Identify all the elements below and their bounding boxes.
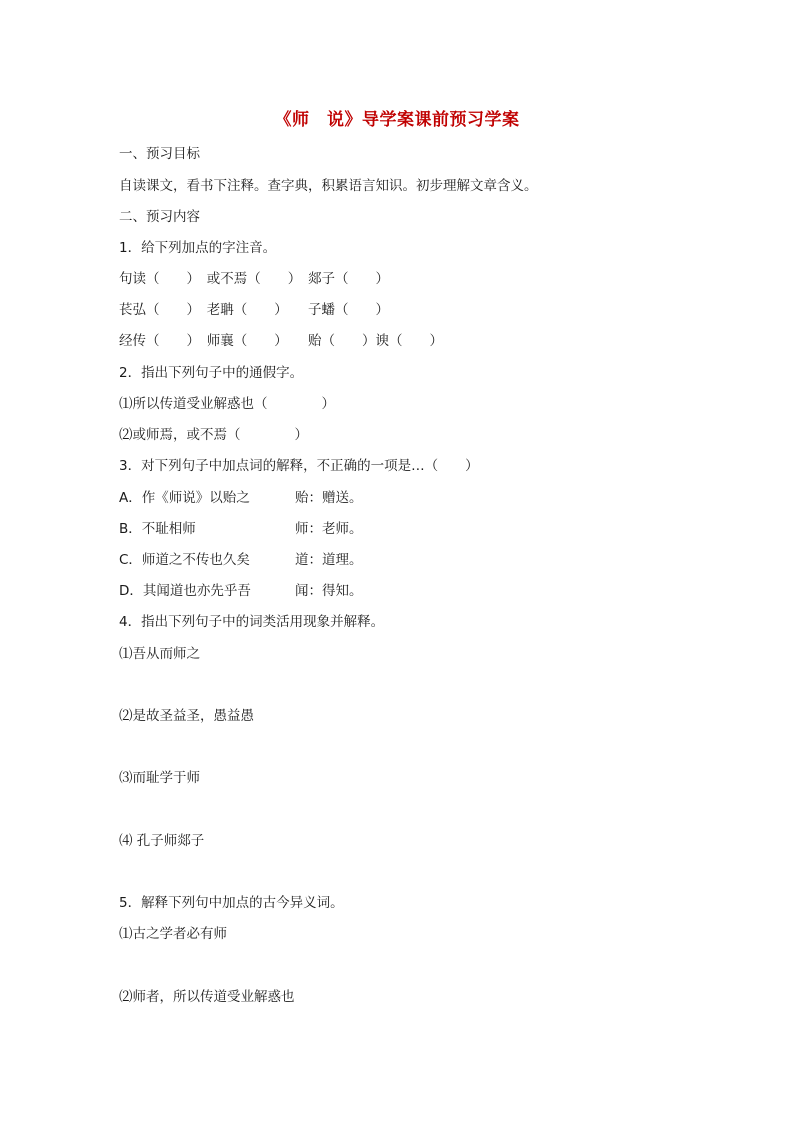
question-4-prompt: 4．指出下列句子中的词类活用现象并解释。 [119, 614, 385, 630]
question-3-option-c: C．师道之不传也久矣 [119, 552, 250, 568]
document-title: 《师 说》导学案课前预习学案 [274, 110, 520, 130]
section-heading-content: 二、预习内容 [119, 209, 200, 225]
section-heading-goals: 一、预习目标 [119, 146, 200, 162]
question-2-item-2: ⑵或师焉，或不焉（ ） [119, 427, 308, 443]
question-4-item-4: ⑷ 孔子师郯子 [119, 833, 205, 849]
question-5-item-2: ⑵师者，所以传道受业解惑也 [119, 989, 295, 1005]
question-2-prompt: 2．指出下列句子中的通假字。 [119, 365, 304, 381]
question-3-option-d-explanation: 闻：得知。 [295, 583, 363, 599]
question-3-option-d: D．其闻道也亦先乎吾 [119, 583, 251, 599]
question-3-option-a: A．作《师说》以贻之 [119, 490, 250, 506]
question-3-option-b: B．不耻相师 [119, 521, 196, 537]
question-3-option-a-explanation: 贻：赠送。 [295, 490, 363, 506]
question-1-row-1: 句读（ ） 或不焉（ ） 郯子（ ） [119, 271, 389, 287]
question-1-row-2: 苌弘（ ） 老聃（ ） 子蟠（ ） [119, 302, 389, 318]
question-3-option-c-explanation: 道：道理。 [295, 552, 363, 568]
question-2-item-1: ⑴所以传道受业解惑也（ ） [119, 396, 335, 412]
question-3-option-b-explanation: 师：老师。 [295, 521, 363, 537]
goals-text: 自读课文，看书下注释。查字典，积累语言知识。初步理解文章含义。 [119, 178, 538, 194]
question-3-prompt: 3．对下列句子中加点词的解释，不正确的一项是…（ ） [119, 458, 479, 474]
question-5-prompt: 5．解释下列句中加点的古今异义词。 [119, 895, 344, 911]
question-4-item-1: ⑴吾从而师之 [119, 646, 200, 662]
question-1-prompt: 1．给下列加点的字注音。 [119, 240, 277, 256]
question-5-item-1: ⑴古之学者必有师 [119, 926, 227, 942]
question-1-row-3: 经传（ ） 师襄（ ） 贻（ ）谀（ ） [119, 333, 443, 349]
question-4-item-3: ⑶而耻学于师 [119, 770, 200, 786]
question-4-item-2: ⑵是故圣益圣，愚益愚 [119, 708, 254, 724]
